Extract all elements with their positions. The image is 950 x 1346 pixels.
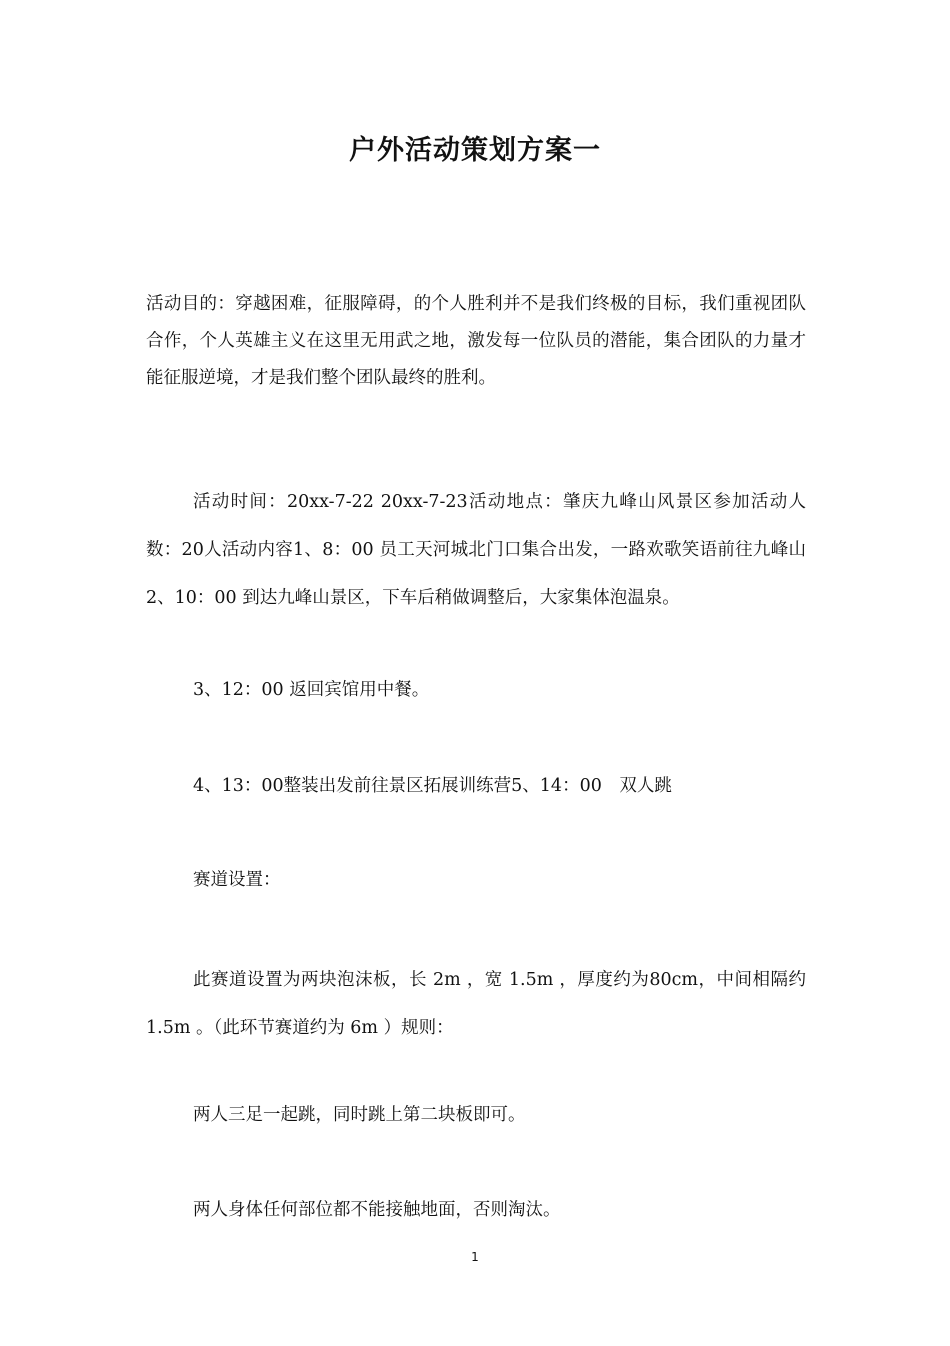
document-title: 户外活动策划方案一	[349, 135, 601, 166]
paragraph-track-heading: 赛道设置：	[193, 870, 281, 890]
paragraph-rule-1: 两人三足一起跳，同时跳上第二块板即可。	[193, 1105, 526, 1125]
paragraph-schedule: 活动时间：20xx-7-22 20xx-7-23活动地点：肇庆九峰山风景区参加活动人数：20人活动内容1、8：00 员工天河城北门口集合出发，一路欢歌笑语前往九峰山2、10：00 到达九峰山景区，下车后稍做调整后，大家集体泡温泉。	[146, 492, 806, 608]
paragraph-lunch: 3、12：00 返回宾馆用中餐。	[193, 680, 430, 700]
paragraph-purpose: 活动目的：穿越困难，征服障碍，的个人胜利并不是我们终极的目标，我们重视团队合作，个人英雄主义在这里无用武之地，激发每一位队员的潜能，集合团队的力量才能征服逆境，才是我们整个团队最终的胜利。	[146, 294, 806, 388]
paragraph-training: 4、13：00整装出发前往景区拓展训练营5、14：00 双人跳	[193, 776, 672, 796]
page-number: 1	[471, 1250, 479, 1264]
paragraph-track-setup: 此赛道设置为两块泡沫板，长 2m ，宽 1.5m ，厚度约为80cm，中间相隔约 1.5m 。（此环节赛道约为 6m ）规则：	[146, 970, 806, 1038]
paragraph-rule-2: 两人身体任何部位都不能接触地面，否则淘汰。	[193, 1200, 561, 1220]
